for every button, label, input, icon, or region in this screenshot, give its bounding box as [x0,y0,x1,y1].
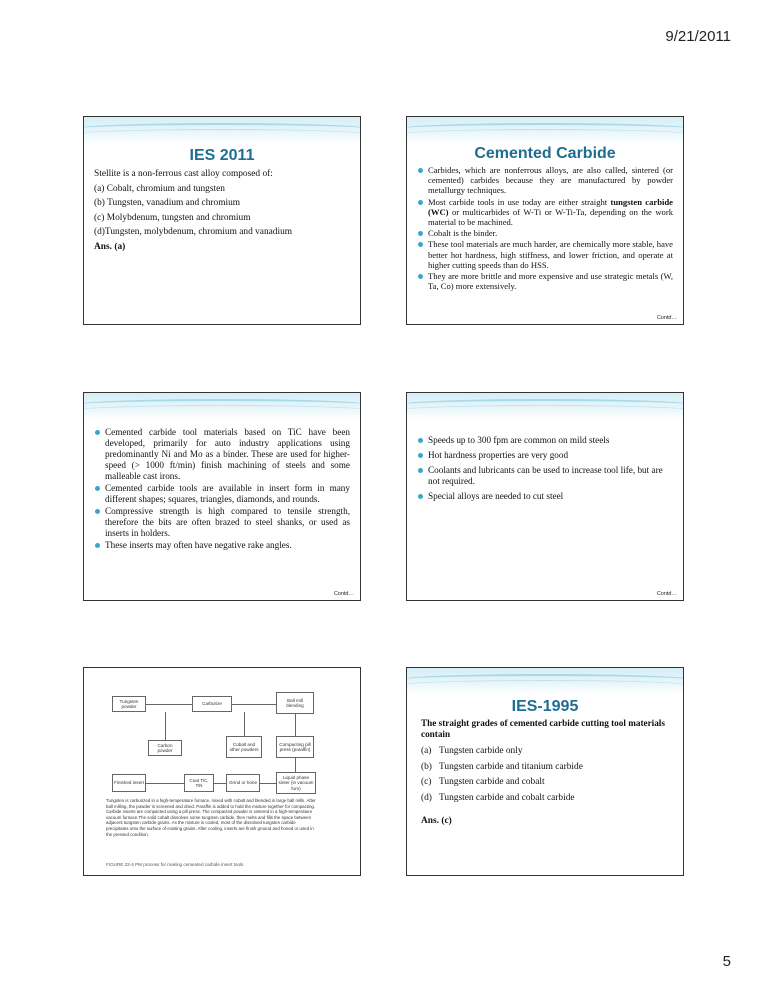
list-item: Compressive strength is high compared to tensile strength, therefore the bits are often brazed to steel shanks, or used as inserts in holders. [94,506,350,539]
question-stem: The straight grades of cemented carbide cutting tool materials contain [421,718,665,739]
figure-description: Tungsten is carburized in a high-temperature furnace, mixed with cobalt and blended in large ball mills. After ball milling, the powder is screened and dried. Paraffin is added to hold the mixture together for compacting. Carbide inserts are compacted using a pill press. The compacted powder is sintered in a high-temperature vacuum furnace.The solid cobalt dissolves some tungsten carbide, then melts and fills the space between adjacent tungsten carbide grains. As the mixture is cooled, most of the dissolved tungsten carbide precipitates onto the surface of existing grains. After cooling, inserts are finish ground and honed or used in the pressed condition. [106,798,316,837]
list-item: Hot hardness properties are very good [417,450,673,461]
list-item: Cemented carbide tool materials based on TiC have been developed, primarily for auto industry applications using predominantly Ni and Mo as a binder. These are used for higher-speed (> 1000 ft/min) finish machining of steels and some malleable cast irons. [94,427,350,482]
connector [244,712,245,736]
list-item: Carbides, which are nonferrous alloys, are also called, sintered (or cemented) carbides because they are manufactured by powder metallurgy techniques. [417,165,673,196]
slide-ies-1995 [406,667,684,876]
box-carburize: Carburize [192,696,232,712]
connector [146,704,192,705]
answer: Ans. (c) [421,816,452,826]
question-text [94,167,350,254]
list-item: Cobalt is the binder. [417,228,673,238]
bullet-list [417,435,673,502]
list-item: Cemented carbide tools are available in insert form in many different shapes; squares, triangles, diamonds, and rounds. [94,483,350,505]
slide-title: Cemented Carbide [474,145,616,162]
box-compacting: Compacting pill press (paraffin) [276,736,314,758]
box-ball-mill: Ball mill blending [276,692,314,714]
option-a: (a) Tungsten carbide only [421,746,523,756]
list-item: Coolants and lubricants can be used to increase tool life, but are not required. [417,465,673,487]
box-grind: Grind or hone [226,774,260,792]
option-c: (c) Molybdenum, tungsten and chromium [94,212,251,223]
question-stem: Stellite is a non-ferrous cast alloy composed of: [94,169,273,179]
page-number: 5 [722,953,731,970]
emphasis: tungsten carbide (WC) [428,196,673,217]
contd-label: Contd… [656,591,677,597]
list-item: These tool materials are much harder, are chemically more stable, have better hot hardness, high stiffness, and lower friction, and operate at higher cutting speeds than do HSS. [417,239,673,270]
connector [295,758,296,772]
connector [232,704,276,705]
box-carbon-powder: Carbon powder [148,740,182,756]
box-tungsten-powder: Tungsten powder [112,696,146,712]
slide-title: IES-1995 [511,698,579,715]
answer: Ans. (a) [94,241,126,252]
option-b: (b) Tungsten, vanadium and chromium [94,198,241,208]
box-finished-insert: Finished insert [112,774,146,792]
list-item: Most carbide tools in use today are either straight tungsten carbide (WC) or multicarbides of W-Ti or W-Ti-Ta, depending on the work material to be machined. [417,197,673,228]
connector [214,783,226,784]
option-b: (b) Tungsten carbide and titanium carbide [421,761,583,772]
connector [165,712,166,740]
slide-header-band [407,117,683,143]
slide-title: IES 2011 [189,147,255,164]
option-d: (d) Tungsten carbide and cobalt carbide [421,792,575,803]
page-date: 9/21/2011 [665,28,731,45]
connector [260,783,276,784]
list-item: Special alloys are needed to cut steel [417,491,673,502]
option-a: (a) Cobalt, chromium and tungsten [94,183,225,194]
slide-speeds [406,392,684,601]
list-item: They are more brittle and more expensive and use strategic metals (W, Ta, Co) more extensively. [417,271,673,291]
slide-header-band [84,117,360,143]
slide-header-band [407,393,683,419]
list-item: These inserts may often have negative rake angles. [94,540,350,551]
slide-header-band [84,393,360,419]
process-flowchart [106,688,318,873]
connector [295,714,296,736]
box-liquid-sinter: Liquid phase sinter (in vacuum furn) [276,772,316,794]
slide-cemented-carbide [406,116,684,325]
slide-pm-process-figure [83,667,361,876]
slide-header-band [407,668,683,694]
slide-tic-carbides [83,392,361,601]
list-item: Speeds up to 300 fpm are common on mild steels [417,435,673,446]
option-c: (c) Tungsten carbide and cobalt [421,777,545,787]
figure-caption: FIGURE 22-4 PM process for making cemented carbide insert tools. [106,862,245,867]
connector [146,783,184,784]
bullet-list [94,427,350,551]
box-coat: Coat TiC, TiN [184,774,214,792]
contd-label: Contd… [333,591,354,597]
option-d: (d)Tungsten, molybdenum, chromium and vanadium [94,227,293,237]
box-cobalt: Cobalt and other powders [226,736,262,758]
bullet-list [417,165,673,291]
contd-label: Contd… [656,315,677,321]
slide-ies-2011 [83,116,361,325]
